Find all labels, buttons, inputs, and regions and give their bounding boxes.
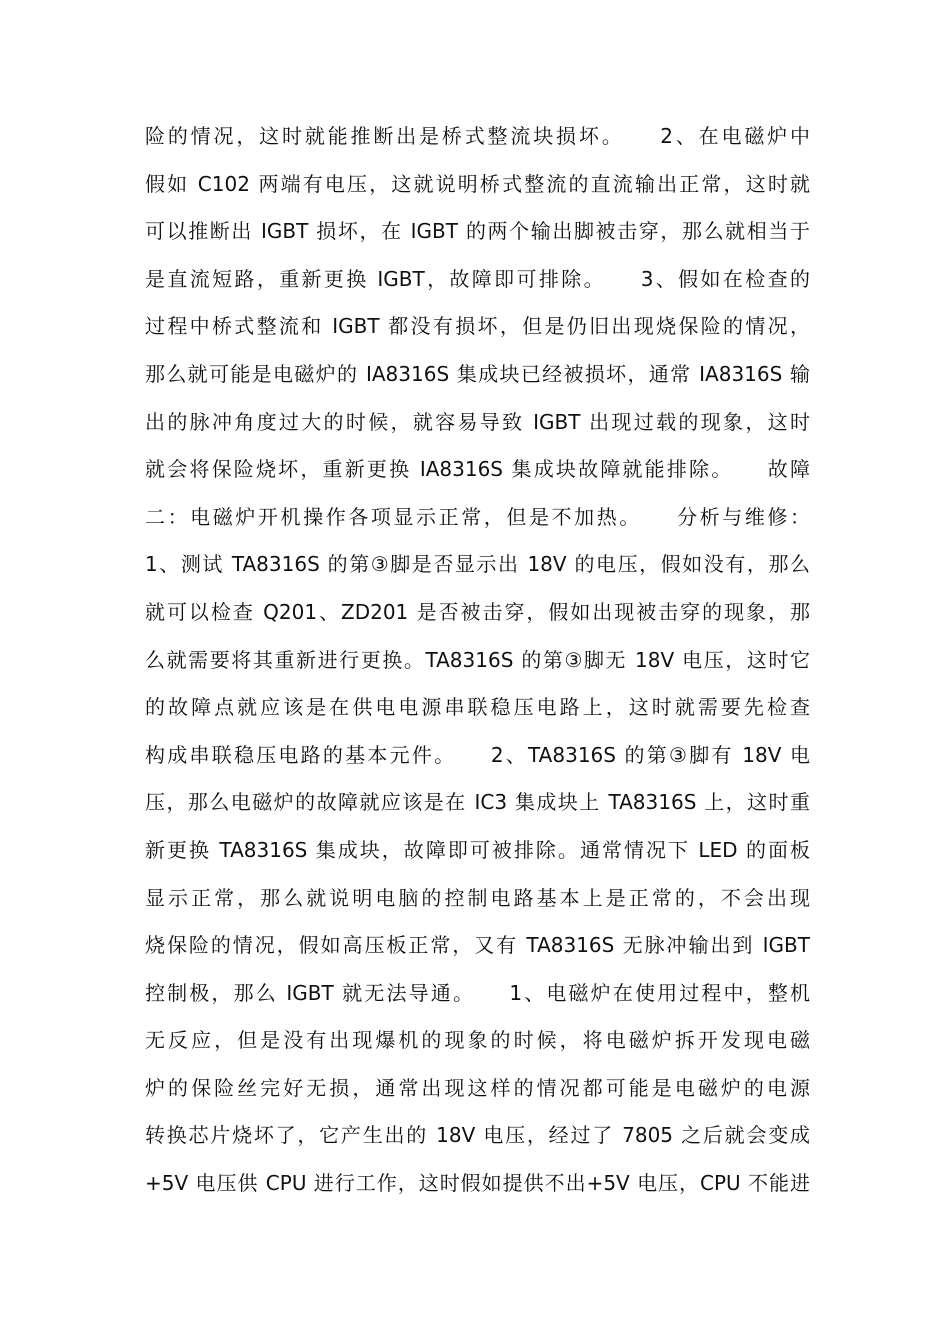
text-line: 可以推断出 IGBT 损坏，在 IGBT 的两个输出脚被击穿，那么就相当于	[145, 219, 810, 244]
text-line: 构成串联稳压电路的基本元件。 2、TA8316S 的第③脚有 18V 电	[145, 742, 810, 767]
text-line: 那么就可能是电磁炉的 IA8316S 集成块已经被损坏，通常 IA8316S 输	[145, 361, 810, 386]
text-line: 压，那么电磁炉的故障就应该是在 IC3 集成块上 TA8316S 上，这时重	[145, 790, 810, 815]
text-line: 假如 C102 两端有电压，这就说明桥式整流的直流输出正常，这时就	[145, 171, 810, 196]
text-line: 就会将保险烧坏，重新更换 IA8316S 集成块故障就能排除。 故障	[145, 457, 810, 482]
text-line: 出的脉冲角度过大的时候，就容易导致 IGBT 出现过载的现象，这时	[145, 409, 810, 434]
text-line: 就可以检查 Q201、ZD201 是否被击穿，假如出现被击穿的现象，那	[145, 599, 810, 624]
text-line: 显示正常，那么就说明电脑的控制电路基本上是正常的，不会出现	[145, 885, 810, 910]
body-text	[145, 113, 810, 1208]
text-line: 么就需要将其重新进行更换。TA8316S 的第③脚无 18V 电压，这时它	[145, 647, 810, 672]
text-line: 二：电磁炉开机操作各项显示正常，但是不加热。 分析与维修：	[145, 504, 810, 529]
text-line: 控制极，那么 IGBT 就无法导通。 1、电磁炉在使用过程中，整机	[145, 980, 810, 1005]
text-line: 新更换 TA8316S 集成块，故障即可被排除。通常情况下 LED 的面板	[145, 837, 810, 862]
text-line: +5V 电压供 CPU 进行工作，这时假如提供不出+5V 电压，CPU 不能进	[145, 1171, 810, 1196]
text-line: 转换芯片烧坏了，它产生出的 18V 电压，经过了 7805 之后就会变成	[145, 1123, 810, 1148]
text-line: 炉的保险丝完好无损，通常出现这样的情况都可能是电磁炉的电源	[145, 1075, 810, 1100]
text-line: 险的情况，这时就能推断出是桥式整流块损坏。 2、在电磁炉中	[145, 124, 810, 148]
text-line: 1、测试 TA8316S 的第③脚是否显示出 18V 的电压，假如没有，那么	[145, 552, 810, 577]
text-line: 无反应，但是没有出现爆机的现象的时候，将电磁炉拆开发现电磁	[145, 1028, 810, 1053]
text-line: 烧保险的情况，假如高压板正常，又有 TA8316S 无脉冲输出到 IGBT	[145, 933, 810, 958]
text-line: 是直流短路，重新更换 IGBT，故障即可排除。 3、假如在检查的	[145, 266, 810, 291]
text-line: 的故障点就应该是在供电电源串联稳压电路上，这时就需要先检查	[145, 695, 810, 720]
text-line: 过程中桥式整流和 IGBT 都没有损坏，但是仍旧出现烧保险的情况，	[145, 314, 810, 339]
